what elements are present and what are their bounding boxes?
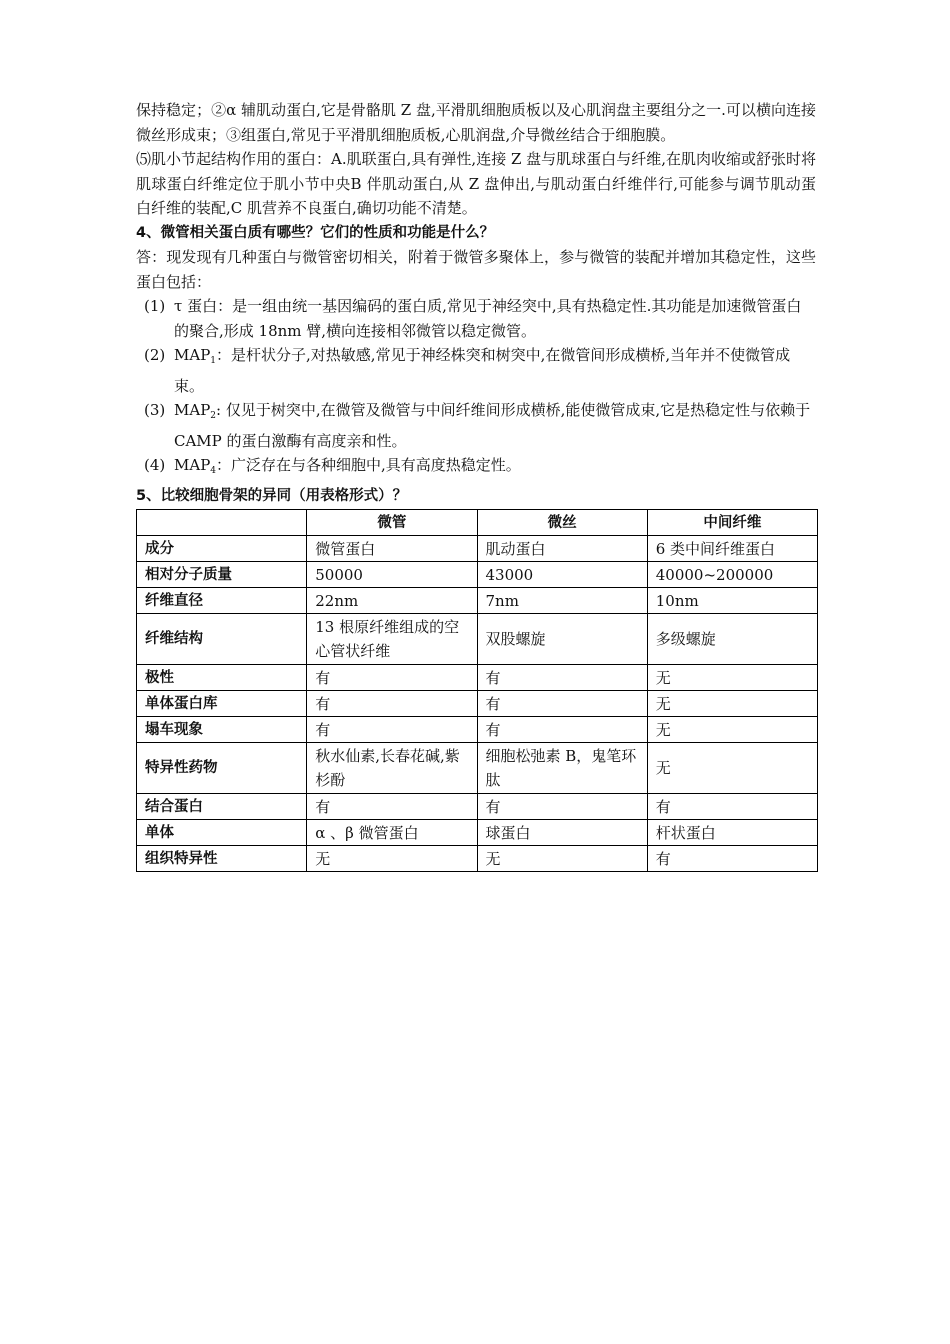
table-cell: 杆状蛋白 [647,820,817,846]
table-row [137,743,818,794]
protein-name: MAP [174,456,211,474]
row-label: 结合蛋白 [137,794,307,820]
list-item-number: (4) [144,456,166,474]
table-row [137,691,818,717]
table-header-cell: 中间纤维 [647,510,817,536]
table-cell: 22nm [307,588,477,614]
table-cell: 肌动蛋白 [477,536,647,562]
table-cell: 有 [307,717,477,743]
question-4-answer: 答：现发现有几种蛋白与微管密切相关，附着于微管多聚体上，参与微管的装配并增加其稳定性，这些蛋白包括： [136,248,816,291]
table-row [137,820,818,846]
table-cell: 球蛋白 [477,820,647,846]
row-label: 纤维直径 [137,588,307,614]
table-cell: 有 [307,691,477,717]
table-header-cell [137,510,307,536]
table-cell: 13 根原纤维组成的空心管状纤维 [307,614,477,665]
table-cell: 无 [647,665,817,691]
table-cell: 有 [477,691,647,717]
table-cell: 有 [477,665,647,691]
table-cell: 50000 [307,562,477,588]
table-cell: 秋水仙素,长春花碱,紫杉酚 [307,743,477,794]
protein-name: MAP [174,401,211,419]
row-label: 特异性药物 [137,743,307,794]
table-cell: 43000 [477,562,647,588]
protein-name: MAP [174,346,211,364]
cytoskeleton-comparison-table [136,509,818,872]
question-5-heading: 5、比较细胞骨架的异同（用表格形式）？ [136,487,408,504]
table-cell: 10nm [647,588,817,614]
table-row [137,536,818,562]
row-label: 成分 [137,536,307,562]
question-4-heading: 4、微管相关蛋白质有哪些？它们的性质和功能是什么？ [136,224,495,241]
table-cell: 有 [647,794,817,820]
row-label: 单体 [137,820,307,846]
table-cell: 有 [477,794,647,820]
list-item-text: : 仅见于树突中,在微管及微管与中间纤维间形成横桥,能使微管成束,它是热稳定性与依赖于 CAMP 的蛋白激酶有高度亲和性。 [174,401,811,450]
list-item [136,343,816,398]
table-cell: 7nm [477,588,647,614]
table-cell: 无 [647,691,817,717]
table-row [137,794,818,820]
table-cell: 无 [647,717,817,743]
table-row [137,562,818,588]
list-item-number: (3) [144,401,166,419]
table-cell: 无 [307,846,477,872]
list-item-text: 蛋白：是一组由统一基因编码的蛋白质,常见于神经突中,具有热稳定性.其功能是加速微管蛋白的聚合,形成 18nm 臂,横向连接相邻微管以稳定微管。 [174,297,802,340]
table-cell: 双股螺旋 [477,614,647,665]
list-item-text: ：广泛存在与各种细胞中,具有高度热稳定性。 [216,456,521,474]
table-row [137,846,818,872]
protein-subscript: 1 [210,356,217,366]
row-label: 塌车现象 [137,717,307,743]
protein-name: τ [174,297,183,315]
intro-paragraph-1: 保持稳定；②α 辅肌动蛋白,它是骨骼肌 Z 盘,平滑肌细胞质板以及心肌润盘主要组分之一.可以横向连接微丝形成束；③组蛋白,常见于平滑肌细胞质板,心肌润盘,介导微丝结合于细胞膜。 [136,101,816,144]
list-item-number: (1) [144,297,166,315]
table-cell: 有 [307,794,477,820]
table-cell: 微管蛋白 [307,536,477,562]
list-item-text: ：是杆状分子,对热敏感,常见于神经株突和树突中,在微管间形成横桥,当年并不使微管成束。 [174,346,791,395]
row-label: 纤维结构 [137,614,307,665]
list-item-number: (2) [144,346,166,364]
list-item [136,453,816,484]
row-label: 相对分子质量 [137,562,307,588]
row-label: 组织特异性 [137,846,307,872]
table-cell: 细胞松弛素 B，鬼笔环肽 [477,743,647,794]
table-row [137,614,818,665]
table-cell: 40000~200000 [647,562,817,588]
table-cell: 有 [477,717,647,743]
table-row [137,588,818,614]
table-cell: α 、β 微管蛋白 [307,820,477,846]
table-cell: 多级螺旋 [647,614,817,665]
protein-subscript: 4 [210,466,217,476]
table-cell: 有 [647,846,817,872]
table-row [137,717,818,743]
table-header-row [137,510,818,536]
table-header-cell: 微丝 [477,510,647,536]
list-item [136,294,816,343]
protein-subscript: 2 [210,411,217,421]
intro-paragraph-2: ⑸肌小节起结构作用的蛋白：A.肌联蛋白,具有弹性,连接 Z 盘与肌球蛋白与纤维,在肌肉收缩或舒张时将肌球蛋白纤维定位于肌小节中央B 伴肌动蛋白,从 Z 盘伸出,与肌动蛋白纤维伴行,可能参与调节肌动蛋白纤维的装配,C 肌营养不良蛋白,确切功能不清楚。 [136,150,816,217]
list-item [136,398,816,453]
map-list [136,294,816,484]
table-cell: 无 [647,743,817,794]
table-header-cell: 微管 [307,510,477,536]
row-label: 极性 [137,665,307,691]
table-cell: 无 [477,846,647,872]
table-cell: 6 类中间纤维蛋白 [647,536,817,562]
row-label: 单体蛋白库 [137,691,307,717]
table-cell: 有 [307,665,477,691]
document-page [136,98,816,872]
table-row [137,665,818,691]
